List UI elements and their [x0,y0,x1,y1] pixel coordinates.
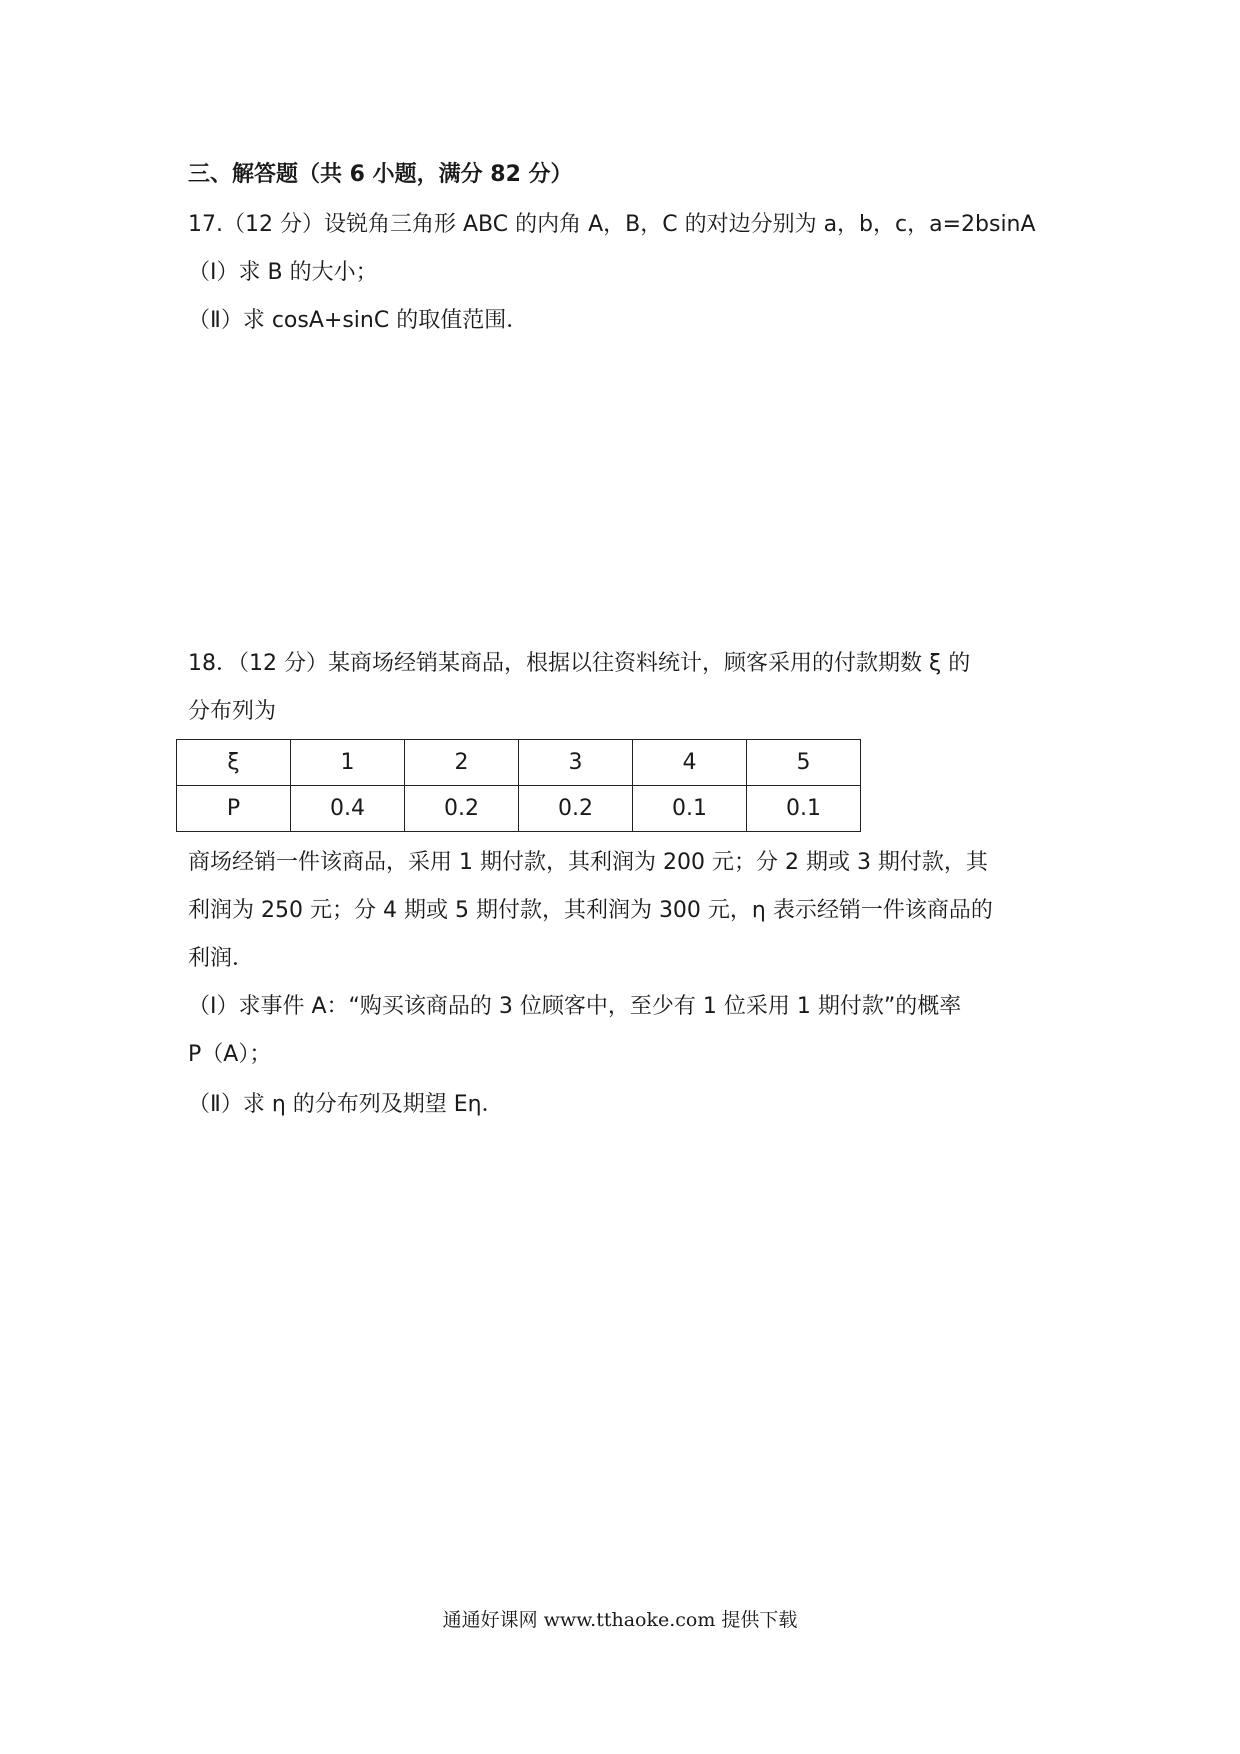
question-17-stem: 17.（12 分）设锐角三角形 ABC 的内角 A，B，C 的对边分别为 a，b，c，a=2bsinA [188,212,1036,237]
table-cell: 4 [633,740,747,786]
question-18-text-line2: 利润为 250 元；分 4 期或 5 期付款，其利润为 300 元，η 表示经销一件该商品的 [188,898,993,923]
page-footer: 通通好课网 www.tthaoke.com 提供下载 [442,1609,798,1631]
question-18-part1-line2: P（A）； [188,1042,272,1067]
table-row [177,740,861,786]
question-17-part2: （Ⅱ）求 cosA+sinC 的取值范围． [188,308,529,333]
question-18-text-line1: 商场经销一件该商品，采用 1 期付款，其利润为 200 元；分 2 期或 3 期付款，其 [188,850,988,875]
table-cell: 3 [519,740,633,786]
table-cell: 0.1 [747,786,861,832]
table-cell: ξ [177,740,291,786]
distribution-table [176,739,861,832]
table-cell: P [177,786,291,832]
question-17-part1: （Ⅰ）求 B 的大小； [188,260,378,285]
table-cell: 0.2 [519,786,633,832]
table-cell: 1 [291,740,405,786]
table-row [177,786,861,832]
table-cell: 2 [405,740,519,786]
table-cell: 5 [747,740,861,786]
table-cell: 0.2 [405,786,519,832]
question-18-part1-line1: （Ⅰ）求事件 A：“购买该商品的 3 位顾客中，至少有 1 位采用 1 期付款”的概率 [188,994,962,1019]
table-cell: 0.1 [633,786,747,832]
section-title: 三、解答题（共 6 小题，满分 82 分） [188,162,573,187]
question-18-stem-line2: 分布列为 [188,699,277,724]
table-cell: 0.4 [291,786,405,832]
question-18-text-line3: 利润． [188,946,255,971]
question-18-part2: （Ⅱ）求 η 的分布列及期望 Eη． [188,1092,504,1117]
question-18-stem-line1: 18．（12 分）某商场经销某商品，根据以往资料统计，顾客采用的付款期数 ξ 的 [188,651,971,676]
